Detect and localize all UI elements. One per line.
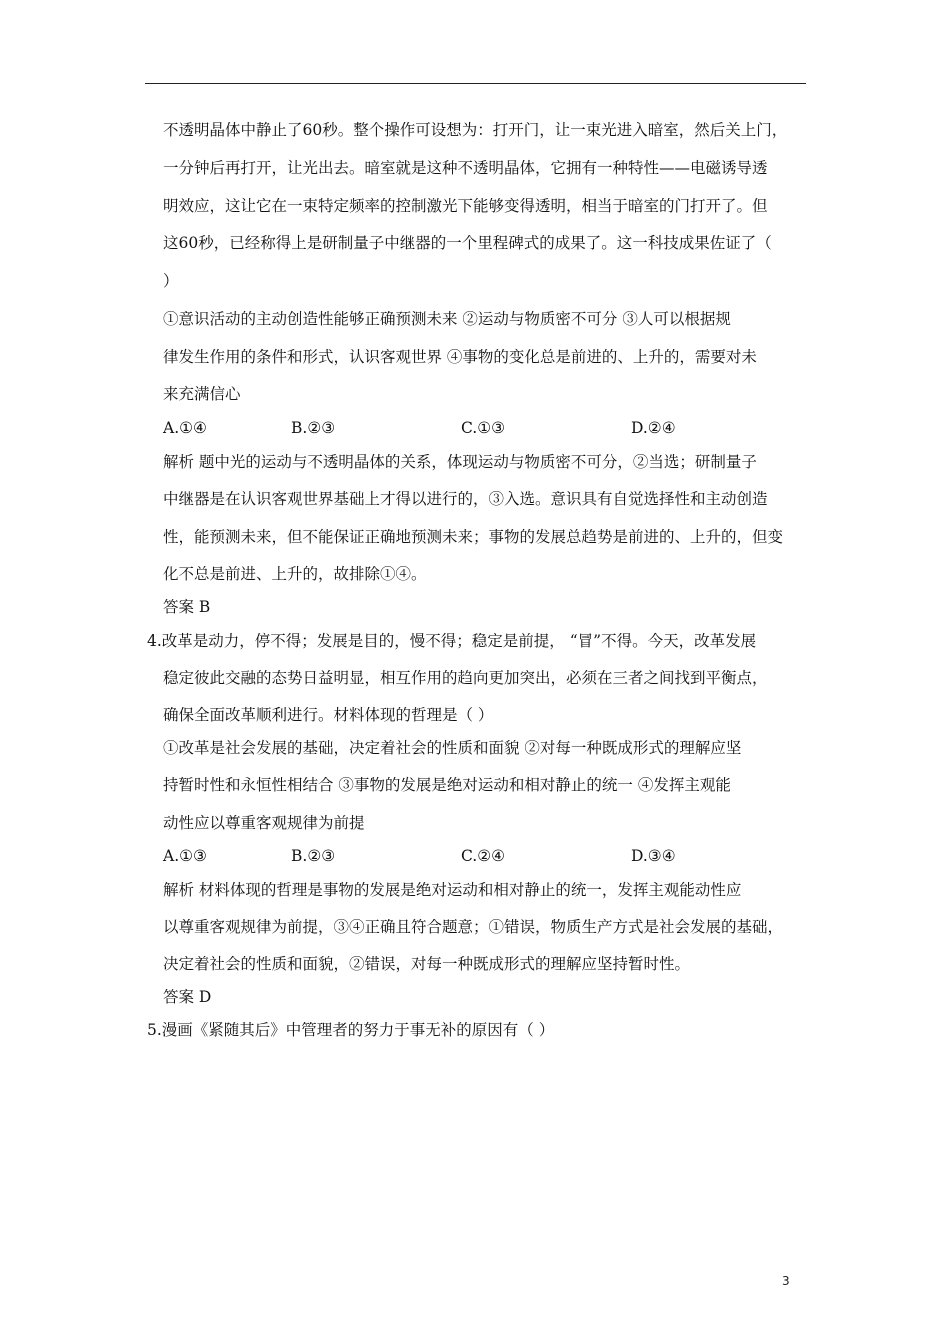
q3-analysis-line: 化不总是前进、上升的，故排除①④。 [163, 565, 427, 583]
q4-answer: 答案 D [163, 988, 212, 1006]
q3-statement-line: 来充满信心 [163, 385, 241, 403]
q3-analysis-line: 中继器是在认识客观世界基础上才得以进行的，③入选。意识具有自觉选择性和主动创造 [163, 490, 768, 508]
q3-stem-line: ） [163, 272, 179, 290]
page-number: 3 [782, 1274, 790, 1288]
q4-option-d: D.③④ [631, 847, 676, 865]
q3-option-a: A.①④ [163, 419, 207, 437]
q5-stem: 5.漫画《紧随其后》中管理者的努力于事无补的原因有（ ） [147, 1021, 555, 1039]
q4-option-b: B.②③ [291, 847, 336, 865]
q4-statement-line: ①改革是社会发展的基础，决定着社会的性质和面貌 ②对每一种既成形式的理解应坚 [163, 739, 742, 757]
q3-stem-line: 这60秒，已经称得上是研制量子中继器的一个里程碑式的成果了。这一科技成果佐证了（ [163, 234, 772, 252]
q4-option-a: A.①③ [163, 847, 207, 865]
q3-option-b: B.②③ [291, 419, 336, 437]
q3-analysis-line: 解析 题中光的运动与不透明晶体的关系，体现运动与物质密不可分，②当选；研制量子 [163, 453, 757, 471]
q3-statement-line: 律发生作用的条件和形式，认识客观世界 ④事物的变化总是前进的、上升的，需要对未 [163, 348, 757, 366]
q3-stem-line: 不透明晶体中静止了60秒。整个操作可设想为：打开门，让一束光进入暗室，然后关上门， [163, 121, 788, 139]
q4-stem-line: 4.改革是动力，停不得；发展是目的，慢不得；稳定是前提， “冒”不得。今天，改革发展 [147, 632, 757, 650]
header-rule [145, 83, 806, 84]
q4-statement-line: 持暂时性和永恒性相结合 ③事物的发展是绝对运动和相对静止的统一 ④发挥主观能 [163, 776, 731, 794]
q3-analysis-line: 性，能预测未来，但不能保证正确地预测未来；事物的发展总趋势是前进的、上升的，但变 [163, 528, 784, 546]
q4-analysis-line: 解析 材料体现的哲理是事物的发展是绝对运动和相对静止的统一，发挥主观能动性应 [163, 881, 742, 899]
q3-stem-line: 明效应，这让它在一束特定频率的控制激光下能够变得透明，相当于暗室的门打开了。但 [163, 197, 768, 215]
q3-statement-line: ①意识活动的主动创造性能够正确预测未来 ②运动与物质密不可分 ③人可以根据规 [163, 310, 731, 328]
q4-option-c: C.②④ [461, 847, 506, 865]
q3-option-c: C.①③ [461, 419, 506, 437]
q3-answer: 答案 B [163, 598, 211, 616]
q4-statement-line: 动性应以尊重客观规律为前提 [163, 814, 365, 832]
q4-analysis-line: 以尊重客观规律为前提，③④正确且符合题意；①错误，物质生产方式是社会发展的基础， [163, 918, 784, 936]
q4-analysis-line: 决定着社会的性质和面貌，②错误，对每一种既成形式的理解应坚持暂时性。 [163, 955, 691, 973]
q3-stem-line: 一分钟后再打开，让光出去。暗室就是这种不透明晶体，它拥有一种特性——电磁诱导透 [163, 159, 768, 177]
q4-stem-line: 稳定彼此交融的态势日益明显，相互作用的趋向更加突出，必须在三者之间找到平衡点， [163, 669, 768, 687]
q3-option-d: D.②④ [631, 419, 676, 437]
q4-stem-line: 确保全面改革顺利进行。材料体现的哲理是（ ） [163, 706, 494, 724]
